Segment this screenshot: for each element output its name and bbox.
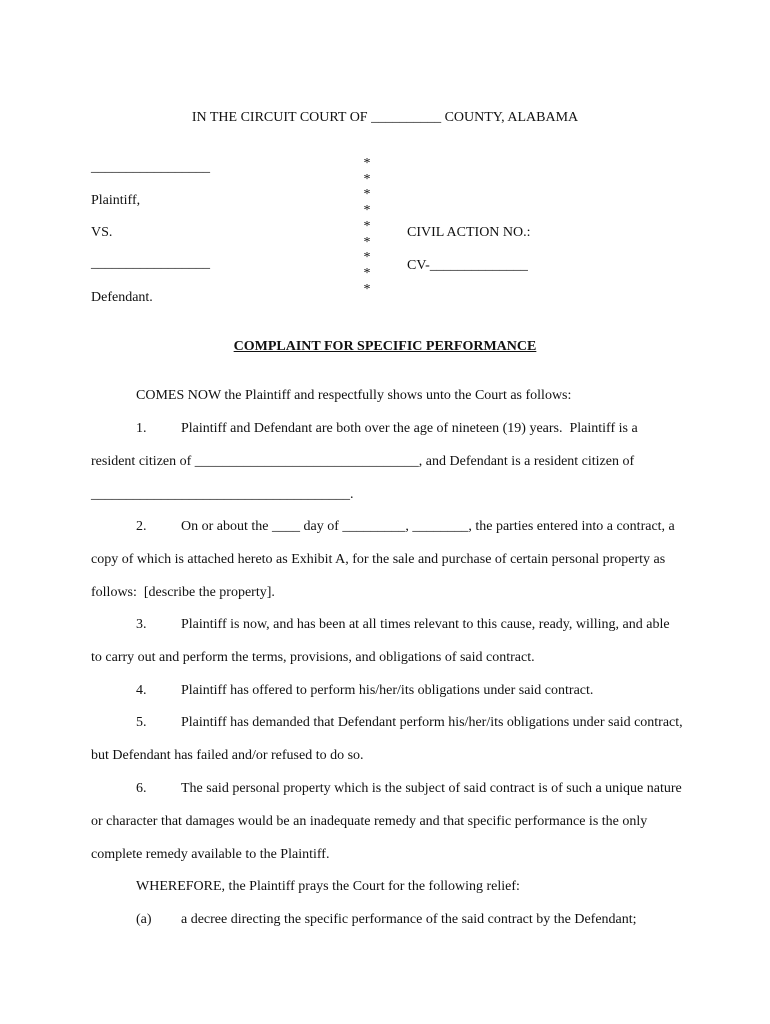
separator-star: *: [363, 218, 371, 234]
paragraph-number: 6.: [136, 781, 147, 796]
paragraph-line: Plaintiff has demanded that Defendant perform his/her/its obligations under said contract,: [181, 715, 683, 730]
paragraph-line: complete remedy available to the Plaintiff.: [91, 847, 330, 862]
separator-star: *: [363, 234, 371, 250]
defendant-name-blank: _________________: [91, 256, 210, 271]
court-title: IN THE CIRCUIT COURT OF __________ COUNTY, ALABAMA: [191, 110, 579, 125]
caption-separator-stars: [360, 156, 374, 297]
intro-paragraph: COMES NOW the Plaintiff and respectfully shows unto the Court as follows:: [136, 388, 572, 403]
paragraph-number: 2.: [136, 519, 147, 534]
separator-star: *: [363, 281, 371, 297]
separator-star: *: [363, 203, 371, 219]
defendant-label: Defendant.: [91, 290, 153, 305]
complaint-title: COMPLAINT FOR SPECIFIC PERFORMANCE: [233, 339, 537, 354]
paragraph-line: Plaintiff is now, and has been at all times relevant to this cause, ready, willing, and able: [181, 617, 670, 632]
separator-star: *: [363, 156, 371, 171]
versus-label: VS.: [91, 225, 113, 240]
paragraph-number: 1.: [136, 421, 147, 436]
paragraph-line: Plaintiff and Defendant are both over the age of nineteen (19) years. Plaintiff is a: [181, 421, 638, 436]
paragraph-line: follows: [describe the property].: [91, 585, 275, 600]
paragraph-line: but Defendant has failed and/or refused to do so.: [91, 748, 364, 763]
separator-star: *: [363, 187, 371, 203]
paragraph-line: resident citizen of ________________________________, and Defendant is a resident citizen of: [91, 454, 635, 469]
separator-star: *: [363, 265, 371, 281]
paragraph-line: On or about the ____ day of _________, ________, the parties entered into a contract, a: [181, 519, 675, 534]
paragraph-line: copy of which is attached hereto as Exhibit A, for the sale and purchase of certain personal property as: [91, 552, 666, 567]
paragraph-number: 5.: [136, 715, 147, 730]
relief-label: (a): [136, 912, 152, 927]
paragraph-number: 4.: [136, 683, 147, 698]
case-number-field: CV-______________: [407, 258, 528, 273]
separator-star: *: [363, 250, 371, 266]
relief-text: a decree directing the specific performance of the said contract by the Defendant;: [181, 912, 637, 927]
wherefore-clause: WHEREFORE, the Plaintiff prays the Court for the following relief:: [136, 879, 520, 894]
plaintiff-label: Plaintiff,: [91, 193, 141, 208]
civil-action-label: CIVIL ACTION NO.:: [407, 225, 531, 240]
paragraph-line: or character that damages would be an inadequate remedy and that specific performance is the only: [91, 814, 648, 829]
paragraph-line: Plaintiff has offered to perform his/her/its obligations under said contract.: [181, 683, 594, 698]
paragraph-line: _____________________________________.: [91, 487, 354, 502]
separator-star: *: [363, 171, 371, 187]
plaintiff-name-blank: _________________: [91, 160, 210, 175]
paragraph-number: 3.: [136, 617, 147, 632]
paragraph-line: The said personal property which is the subject of said contract is of such a unique nature: [181, 781, 682, 796]
paragraph-line: to carry out and perform the terms, provisions, and obligations of said contract.: [91, 650, 535, 665]
